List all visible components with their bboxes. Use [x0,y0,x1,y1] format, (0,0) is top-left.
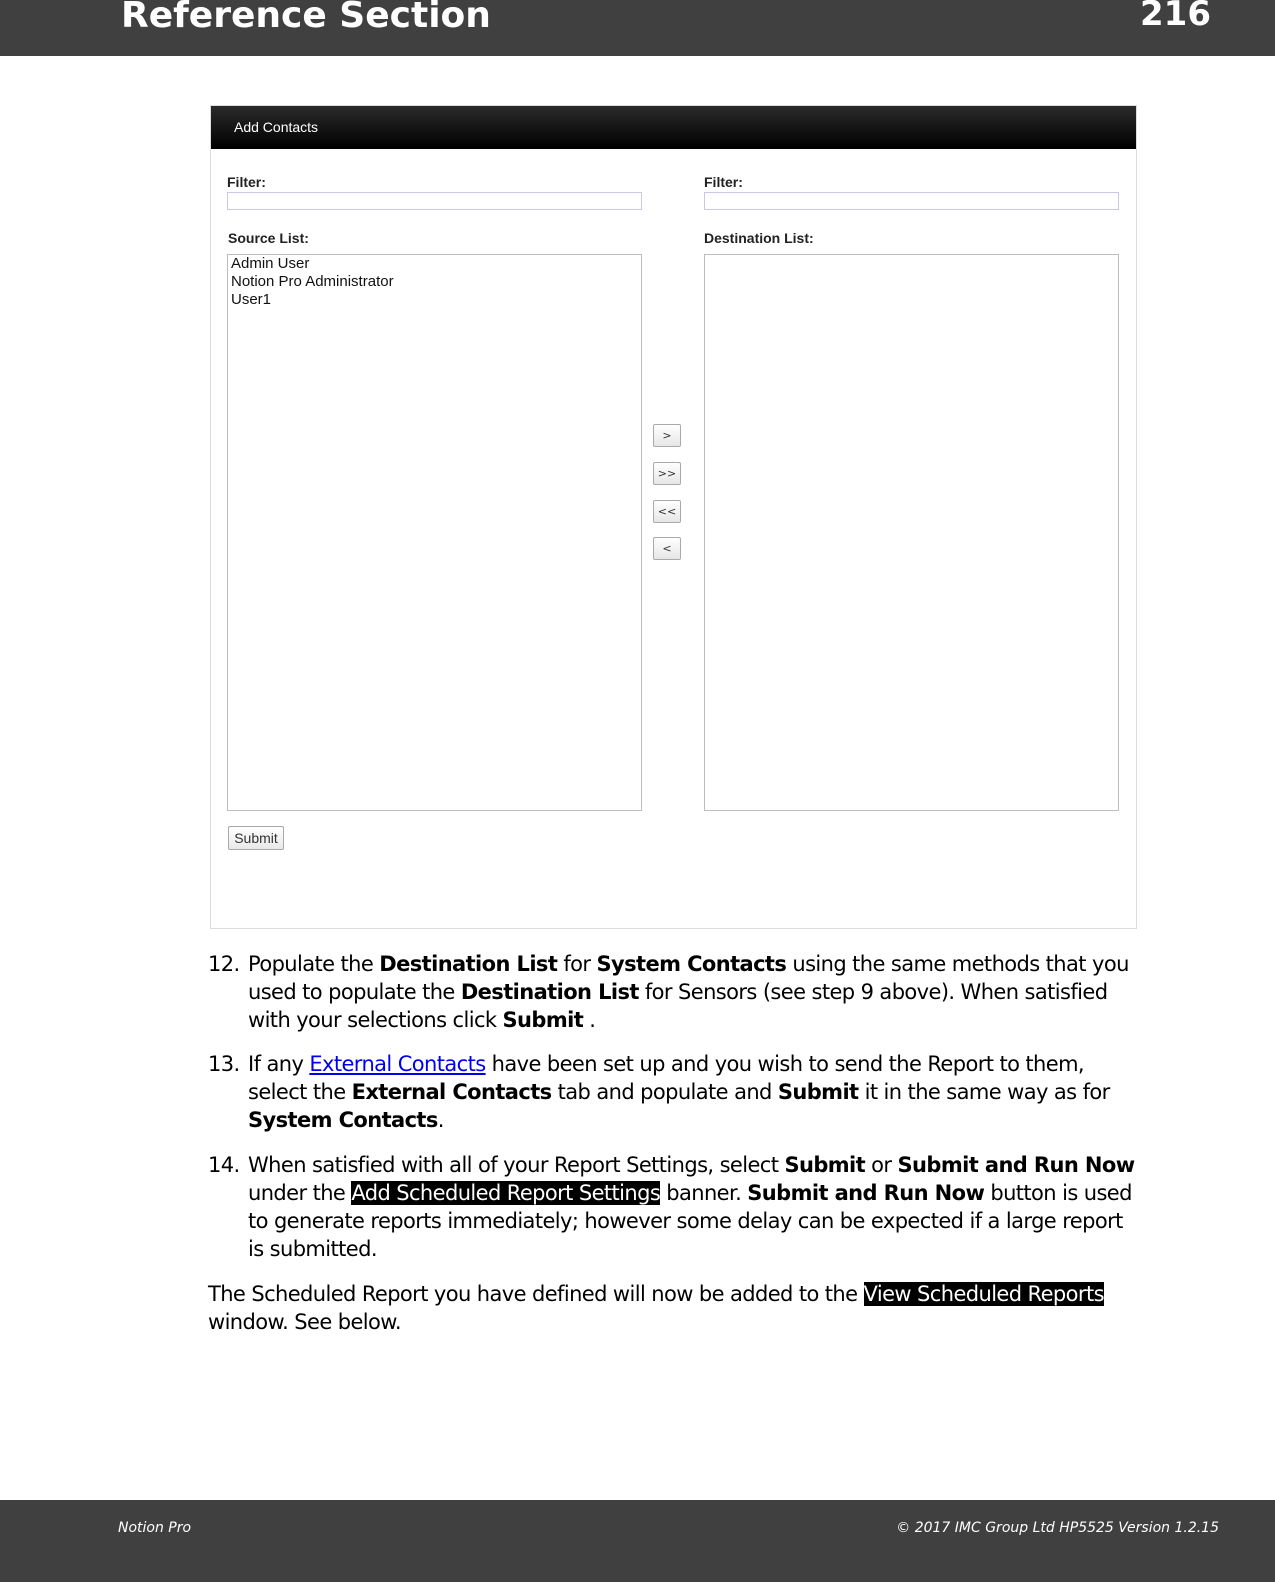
step-number: 13. [208,1052,240,1076]
source-list[interactable] [227,254,642,811]
submit-button[interactable]: Submit [228,826,284,850]
step-text: Populate the Destination List for System Contacts using the same methods that you used to populate the Destination List for Sensors (see step 9 above). When satisfied with your selections click Submit . [248,952,1129,1032]
step-12 [208,950,1143,1034]
source-list-label: Source List: [228,230,309,246]
list-item[interactable]: Notion Pro Administrator [231,273,394,290]
step-text: If any External Contacts have been set up and you wish to send the Report to them, select the External Contacts tab and populate and Submit it in the same way as for System Contacts. [248,1052,1110,1132]
dialog-title: Add Contacts [234,119,319,135]
closing-paragraph: The Scheduled Report you have defined will now be added to the View Scheduled Reports window. See below. [208,1282,1104,1334]
destination-filter-label: Filter: [704,174,743,190]
remove-all-button[interactable]: << [653,500,681,523]
source-filter-input[interactable] [227,192,642,210]
footer-bar [0,1500,1275,1582]
source-filter-label: Filter: [227,174,266,190]
external-contacts-link[interactable]: External Contacts [309,1052,486,1076]
list-item[interactable]: Admin User [231,255,310,272]
list-item[interactable]: User1 [231,291,272,308]
footer-copyright: © 2017 IMC Group Ltd HP5525 Version 1.2.15 [896,1520,1219,1536]
footer-product: Notion Pro [118,1520,192,1536]
destination-filter-input[interactable] [704,192,1119,210]
header-bar [0,0,1275,56]
page-number: 216 [1140,0,1211,34]
view-scheduled-reports-highlight: View Scheduled Reports [863,1282,1104,1306]
section-title: Reference Section [121,0,491,36]
add-scheduled-report-settings-highlight: Add Scheduled Report Settings [351,1181,661,1205]
step-text: When satisfied with all of your Report Settings, select Submit or Submit and Run Now under the Add Scheduled Report Settings banner. Submit and Run Now button is used to generate reports immediately; however some delay can be expected if a large report is submitted. [248,1153,1135,1261]
dialog-title-bar [211,106,1136,149]
step-14 [208,1151,1143,1263]
step-number: 14. [208,1153,240,1177]
step-13 [208,1050,1143,1134]
add-contacts-dialog [210,105,1137,929]
move-selected-button[interactable]: > [653,424,681,447]
remove-selected-button[interactable]: < [653,537,681,560]
destination-list[interactable] [704,254,1119,811]
step-number: 12. [208,952,240,976]
destination-list-label: Destination List: [704,230,814,246]
move-all-button[interactable]: >> [653,462,681,485]
